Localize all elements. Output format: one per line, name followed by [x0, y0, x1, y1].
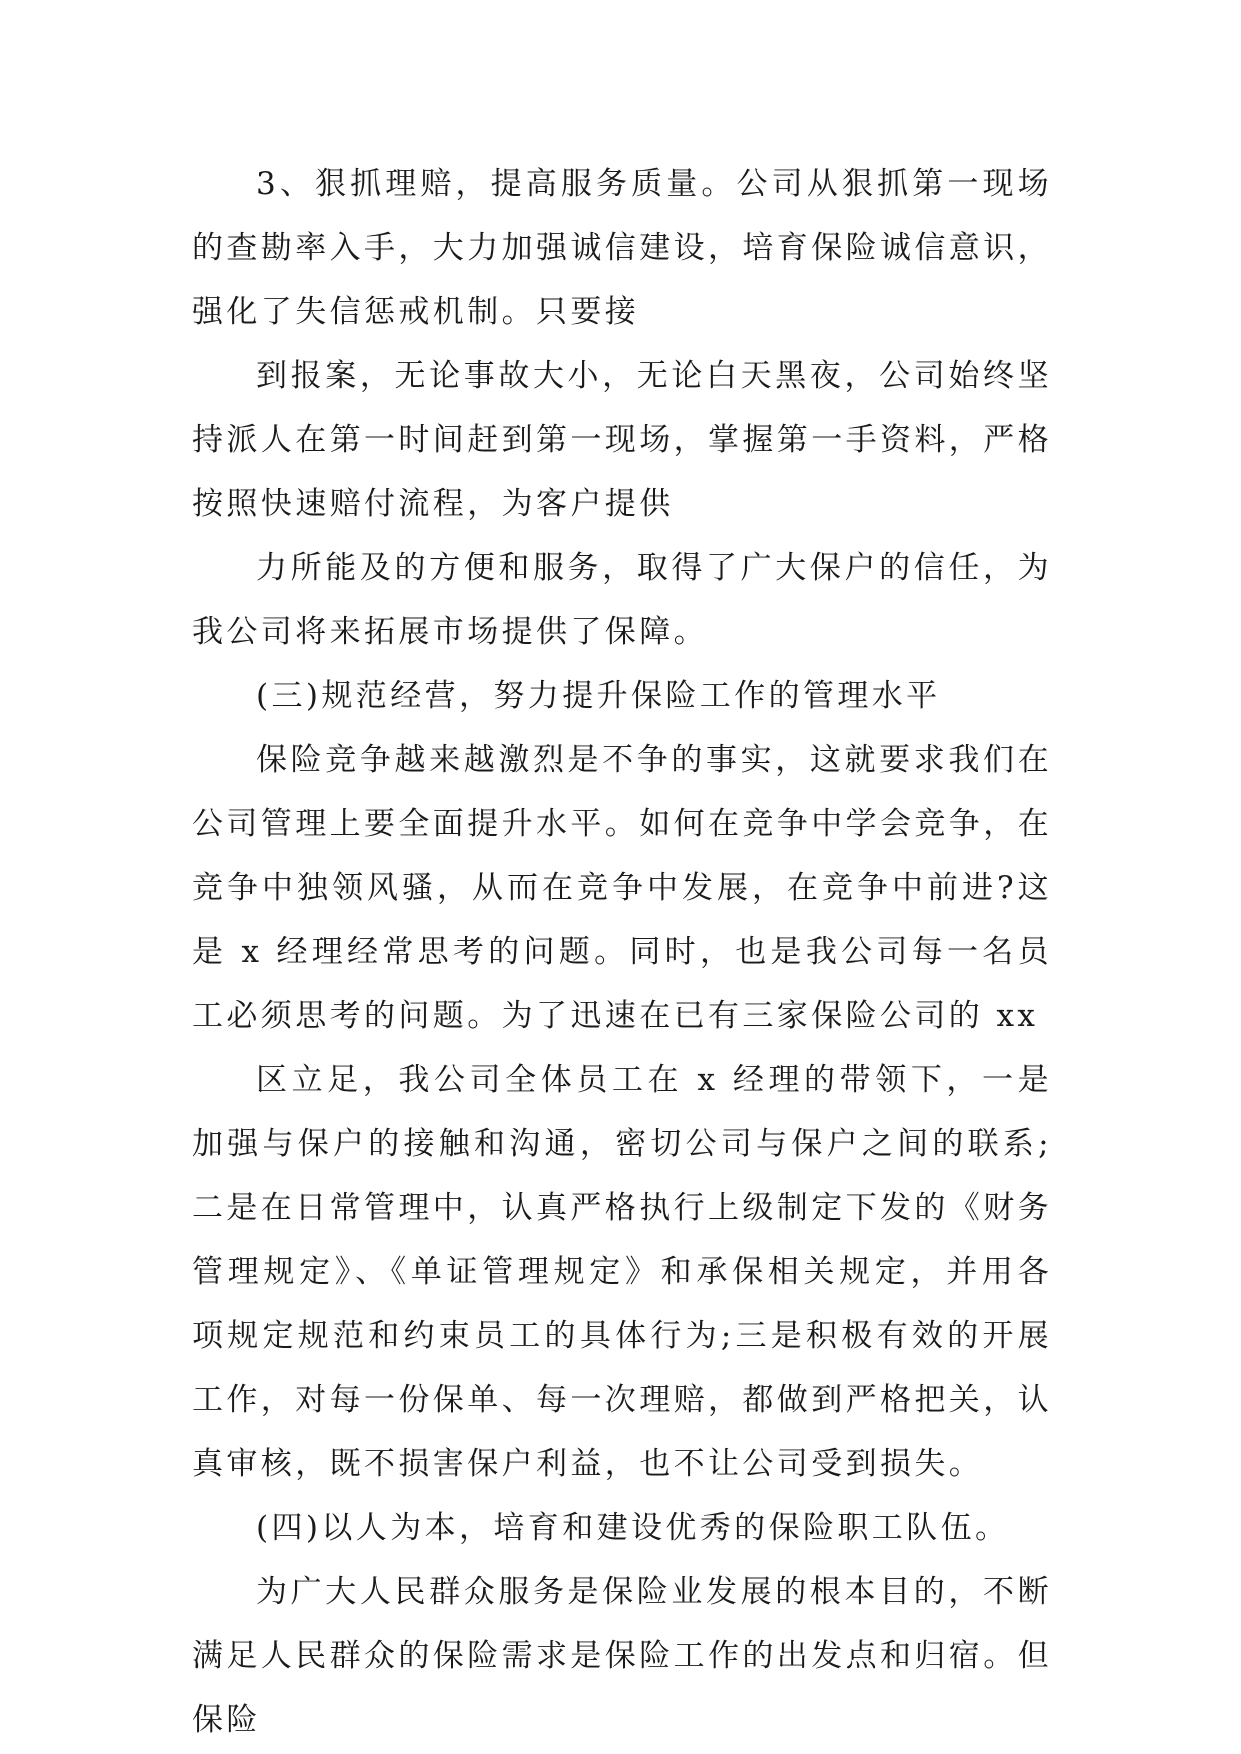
- section-heading-people: (四)以人为本，培育和建设优秀的保险职工队伍。: [256, 1510, 1010, 1546]
- paragraph-report-response: 到报案，无论事故大小，无论白天黑夜，公司始终坚持派人在第一时间赶到第一现场，掌握第一手资料，严格按照快速赔付流程，为客户提供: [192, 358, 1052, 522]
- paragraph-customer-trust: 力所能及的方便和服务，取得了广大保户的信任，为我公司将来拓展市场提供了保障。: [192, 550, 1052, 650]
- section-heading-management: (三)规范经营，努力提升保险工作的管理水平: [256, 678, 941, 714]
- paragraph-claims-service: 3、狠抓理赔，提高服务质量。公司从狠抓第一现场的查勘率入手，大力加强诚信建设，培育保险诚信意识，强化了失信惩戒机制。只要接: [192, 166, 1052, 330]
- paragraph-staff-actions: 区立足，我公司全体员工在 x 经理的带领下，一是加强与保户的接触和沟通，密切公司与保户之间的联系;二是在日常管理中，认真严格执行上级制定下发的《财务管理规定》、《单证管理规定》和承保相关规定，并用各项规定规范和约束员工的具体行为;三是积极有效的开展工作，对每一份保单、每一次理赔，都做到严格把关，认真审核，既不损害保户利益，也不让公司受到损失。: [192, 1062, 1052, 1482]
- paragraph-competition: 保险竞争越来越激烈是不争的事实，这就要求我们在公司管理上要全面提升水平。如何在竞争中学会竞争，在竞争中独领风骚，从而在竞争中发展，在竞争中前进?这是 x 经理经常思考的问题。同时，也是我公司每一名员工必须思考的问题。为了迅速在已有三家保险公司的 xx: [192, 742, 1052, 1034]
- paragraph-service-purpose: 为广大人民群众服务是保险业发展的根本目的，不断满足人民群众的保险需求是保险工作的出发点和归宿。但保险: [192, 1574, 1052, 1738]
- document-body: [192, 152, 1052, 1752]
